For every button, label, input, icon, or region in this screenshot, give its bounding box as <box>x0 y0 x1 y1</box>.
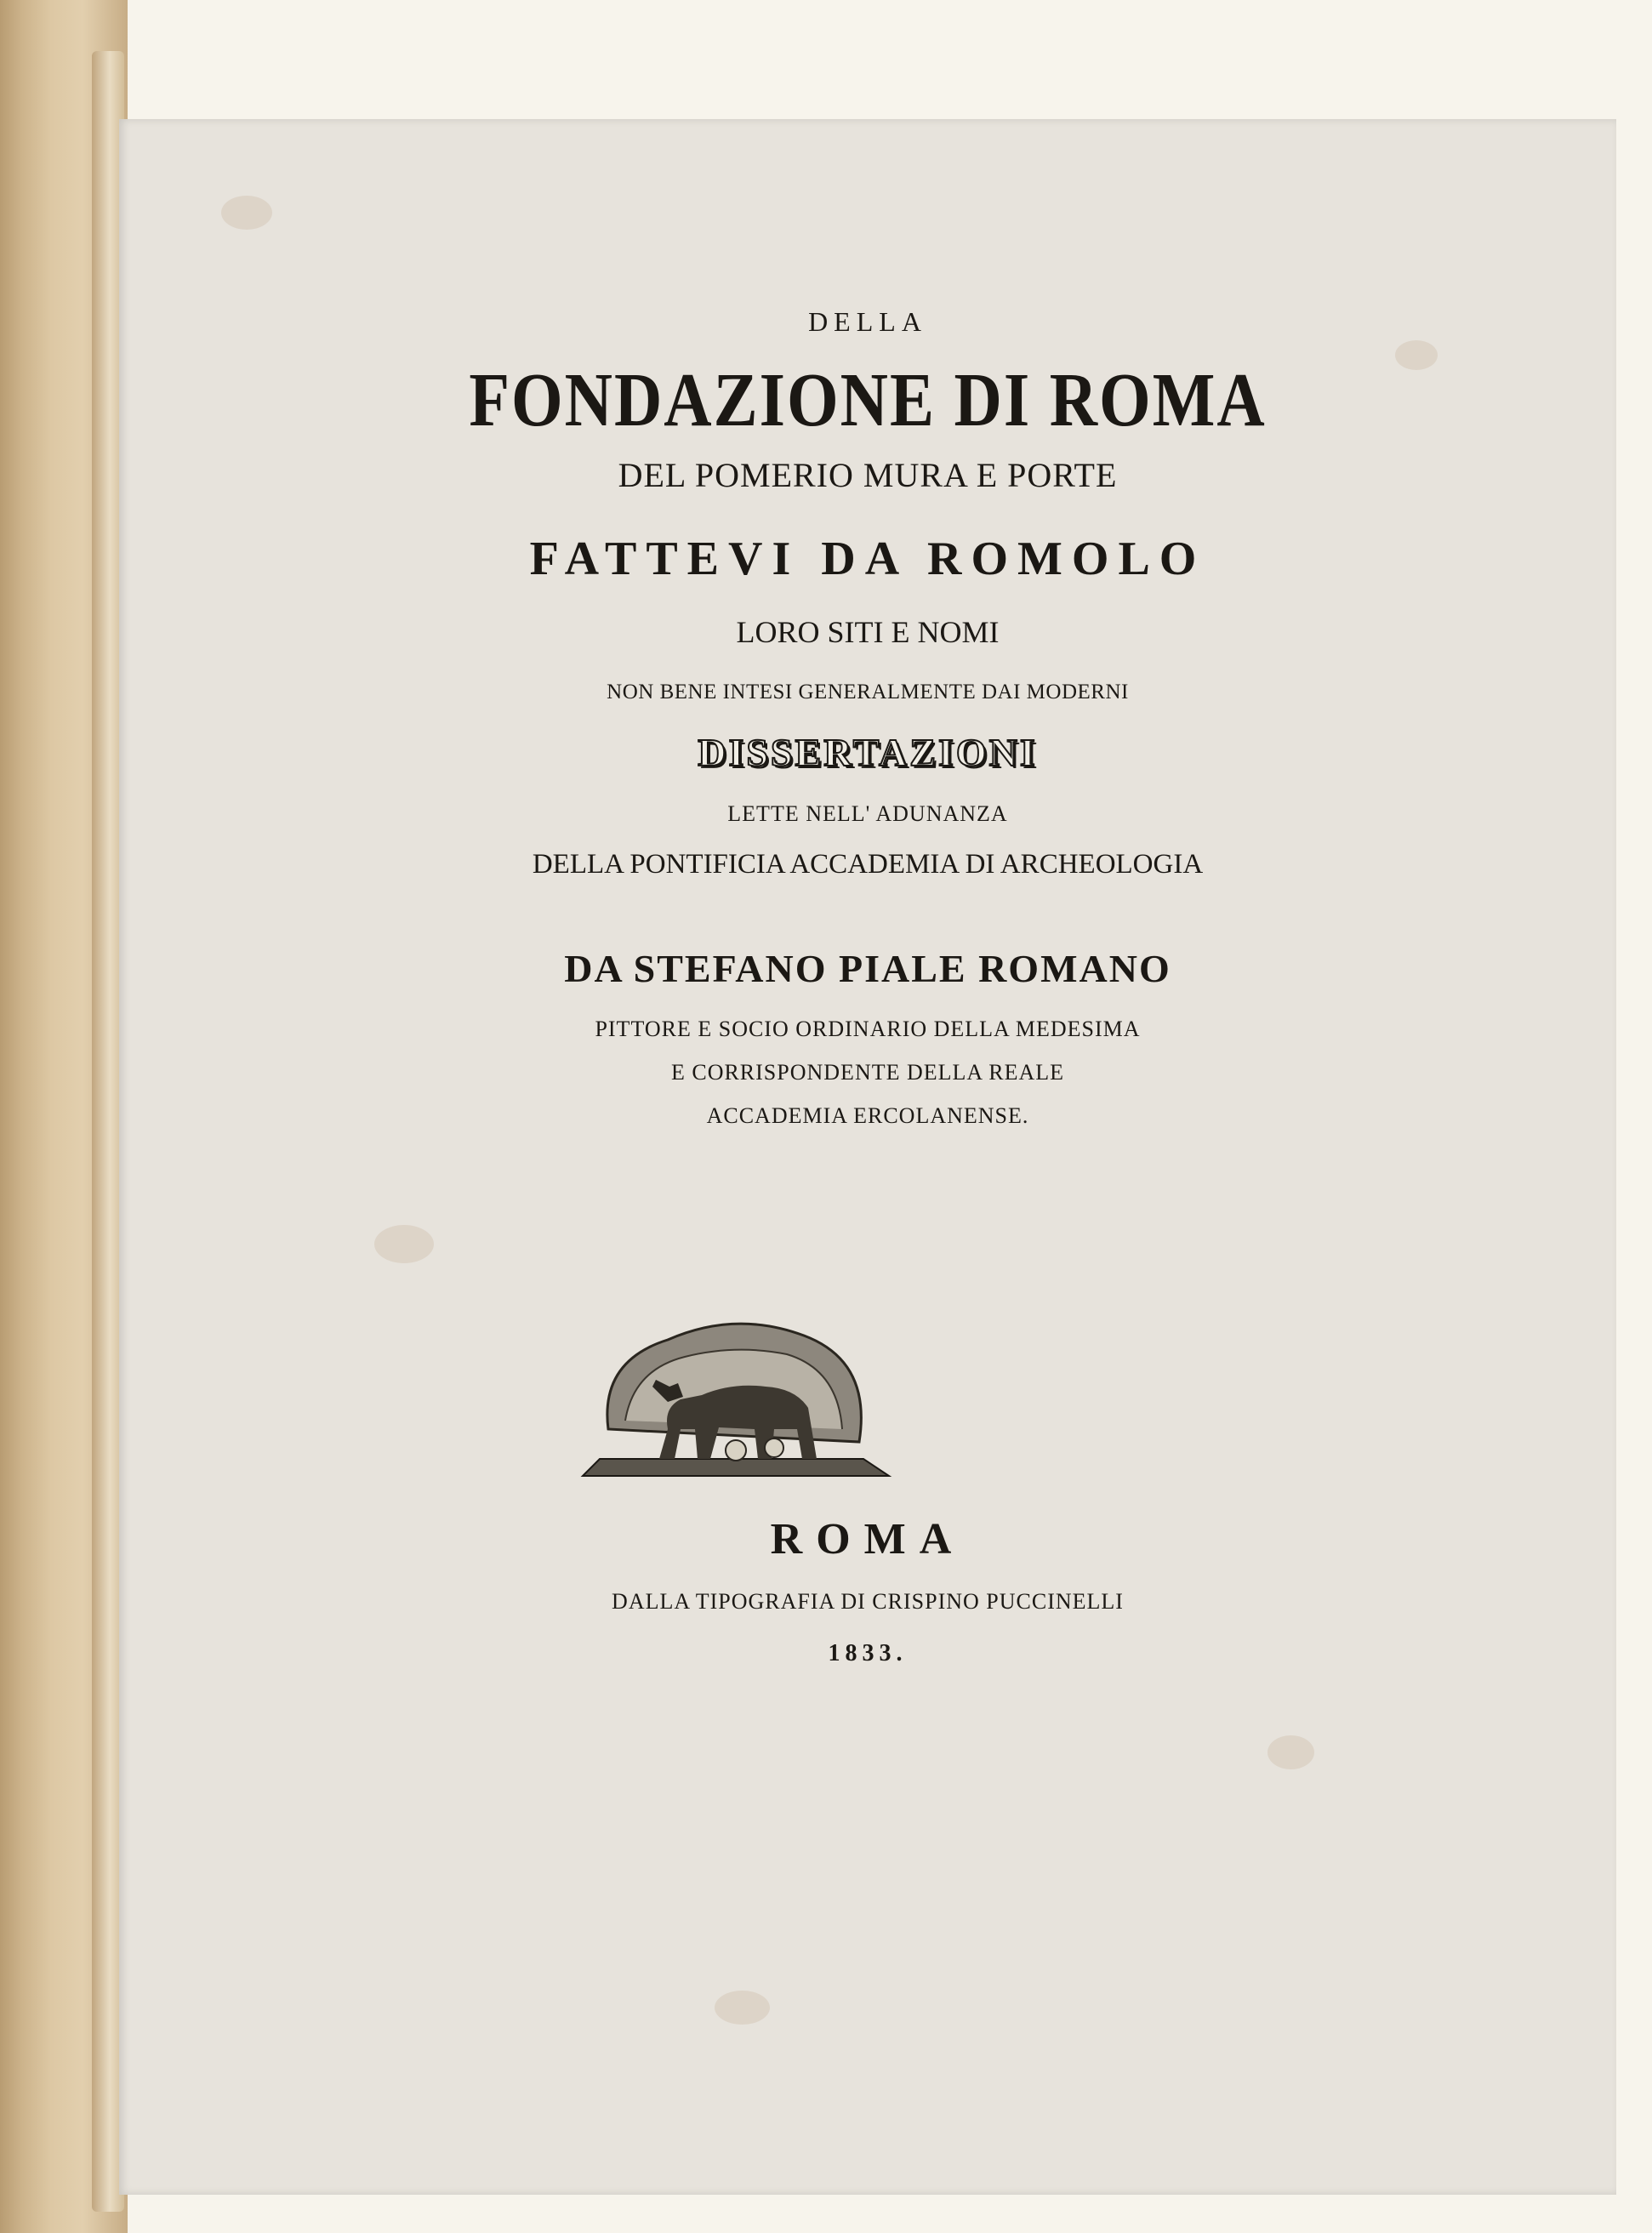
foxing-stain <box>221 196 272 230</box>
academy-line: DELLA PONTIFICIA ACCADEMIA DI ARCHEOLOGIA <box>532 849 1204 880</box>
author-name: DA STEFANO PIALE ROMANO <box>564 947 1171 990</box>
capitoline-wolf-icon <box>574 1302 897 1497</box>
heading-della: DELLA <box>808 306 927 337</box>
title-page <box>119 119 1616 2195</box>
main-title-romolo: FATTEVI DA ROMOLO <box>529 533 1206 585</box>
genre-dissertazioni: DISSERTAZIONI <box>698 731 1038 774</box>
foxing-stain <box>715 1991 770 2025</box>
main-title: FONDAZIONE DI ROMA <box>469 356 1267 442</box>
foxing-stain <box>374 1225 434 1263</box>
read-at-line: LETTE NELL' ADUNANZA <box>727 801 1008 826</box>
subtitle-pomerio: DEL POMERIO MURA E PORTE <box>618 456 1118 494</box>
imprint-city: ROMA <box>770 1515 966 1564</box>
author-role-1: PITTORE E SOCIO ORDINARIO DELLA MEDESIMA <box>595 1017 1141 1041</box>
imprint-year: 1833. <box>828 1640 908 1666</box>
subtitle-siti: LORO SITI E NOMI <box>736 615 1000 649</box>
author-role-2: E CORRISPONDENTE DELLA REALE <box>670 1060 1065 1085</box>
author-role-3: ACCADEMIA ERCOLANENSE. <box>706 1103 1029 1128</box>
foxing-stain <box>1267 1735 1314 1769</box>
subtitle-moderni: NON BENE INTESI GENERALMENTE DAI MODERNI <box>607 681 1129 704</box>
imprint-printer: DALLA TIPOGRAFIA DI CRISPINO PUCCINELLI <box>612 1589 1124 1614</box>
